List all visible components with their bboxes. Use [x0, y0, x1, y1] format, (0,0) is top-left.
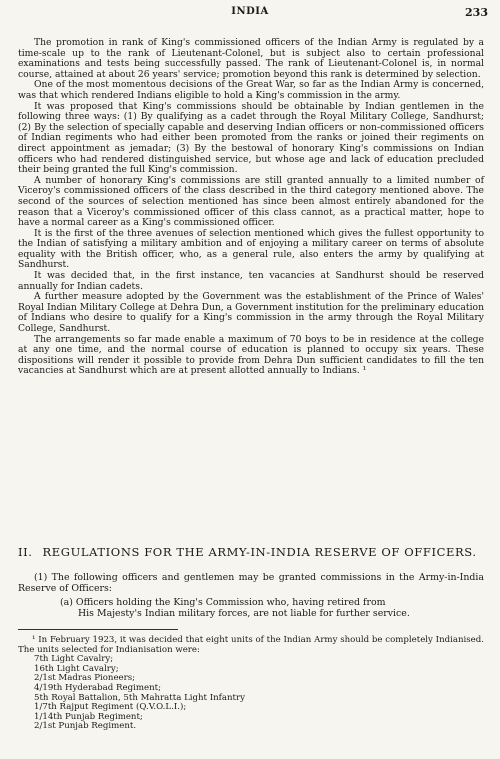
list-item: 7th Light Cavalry;	[34, 654, 114, 665]
paragraph: It was proposed that King's commissions should be obtainable by Indian gentlemen in the following three ways: (1) By qualifying as a cadet through the Royal Military College, Sandhurst; (2) By the selection of specially capable and deserving Indian officers or non-commissioned officers of Indian regiments who had either been promoted from the ranks or joined their regiments on direct appointment as jemadar; (3) By the bestowal of honorary King's commissions on Indian officers who had rendered distinguished service, but whose age and lack of education precluded their being granted the full King's commission.	[18, 100, 484, 176]
list-item: 4/19th Hyderabad Regiment;	[34, 682, 161, 693]
list-item: 2/1st Punjab Regiment.	[34, 721, 137, 732]
paragraph: It was decided that, in the first instance, ten vacancies at Sandhurst should be reserved annually for Indian cadets.	[18, 270, 484, 292]
regulation-subclause	[60, 597, 484, 619]
footnote-intro: ¹ In February 1923, it was decided that eight units of the Indian Army should be completely Indianised. The units selected for Indianisation were:	[18, 635, 484, 655]
list-item: 1/14th Punjab Regiment;	[34, 711, 143, 722]
running-title: INDIA	[231, 6, 269, 17]
paragraph: One of the most momentous decisions of the Great War, so far as the Indian Army is concerned, was that which rendered Indians eligible to hold a King's commission in the army.	[18, 79, 484, 101]
subclause-continuation: His Majesty's Indian military forces, are not liable for further service.	[78, 608, 410, 619]
list-item: 5th Royal Battalion, 5th Mahratta Light Infantry	[34, 692, 245, 703]
paragraph: A further measure adopted by the Government was the establishment of the Prince of Wales' Royal Indian Military College at Dehra Dun, a Government institution for the preliminary education of Indians who desire to qualify for a King's commission in the army through the Royal Military College, Sandhurst.	[18, 291, 484, 335]
footnote	[18, 636, 484, 732]
unit-list	[18, 655, 484, 732]
list-item: 1/7th Rajput Regiment (Q.V.O.L.I.);	[34, 702, 187, 713]
body-text	[18, 38, 484, 377]
footnote-divider	[18, 629, 178, 630]
section-heading	[18, 545, 484, 559]
paragraph: The promotion in rank of King's commissioned officers of the Indian Army is regulated by a time-scale up to the rank of Lieutenant-Colonel, but is subject also to certain professional examinations and tests being successfully passed. The rank of Lieutenant-Colonel is, in normal course, attained at about 26 years' service; promotion beyond this rank is determined by selection.	[18, 37, 484, 80]
page-header	[0, 6, 500, 22]
paragraph: A number of honorary King's commissions are still granted annually to a limited number of Viceroy's commissioned officers of the class described in the third category mentioned above. The second of the sources of selection mentioned has since been almost entirely abandoned for the reason that a Viceroy's commissioned officer of this class cannot, as a practical matter, hope to have a normal career as a King's commissioned officer.	[18, 174, 484, 229]
page-number: 233	[465, 6, 488, 19]
regulation-paragraph: (1) The following officers and gentlemen may be granted commissions in the Army-in-India Reserve of Officers:	[18, 572, 484, 594]
section-title: REGULATIONS FOR THE ARMY-IN-INDIA RESERVE OF OFFICERS.	[42, 545, 477, 559]
paragraph: The arrangements so far made enable a maximum of 70 boys to be in residence at the college at any one time, and the normal course of education is planned to occupy six years. These dispositions will render it possible to provide from Dehra Dun sufficient candidates to fill the ten vacancies at Sandhurst which are at present allotted annually to Indians. ¹	[18, 333, 484, 377]
list-item: 2/1st Madras Pioneers;	[34, 673, 136, 684]
list-item: 16th Light Cavalry;	[34, 663, 119, 674]
paragraph: It is the first of the three avenues of selection mentioned which gives the fullest opportunity to the Indian of satisfying a military ambition and of enjoying a military career on terms of absolute equality with the British officer, who, as a general rule, also enters the army by qualifying at Sandhurst.	[18, 227, 484, 271]
subclause-first-line: (a) Officers holding the King's Commission who, having retired from	[60, 597, 386, 608]
section-number: II.	[18, 545, 33, 559]
